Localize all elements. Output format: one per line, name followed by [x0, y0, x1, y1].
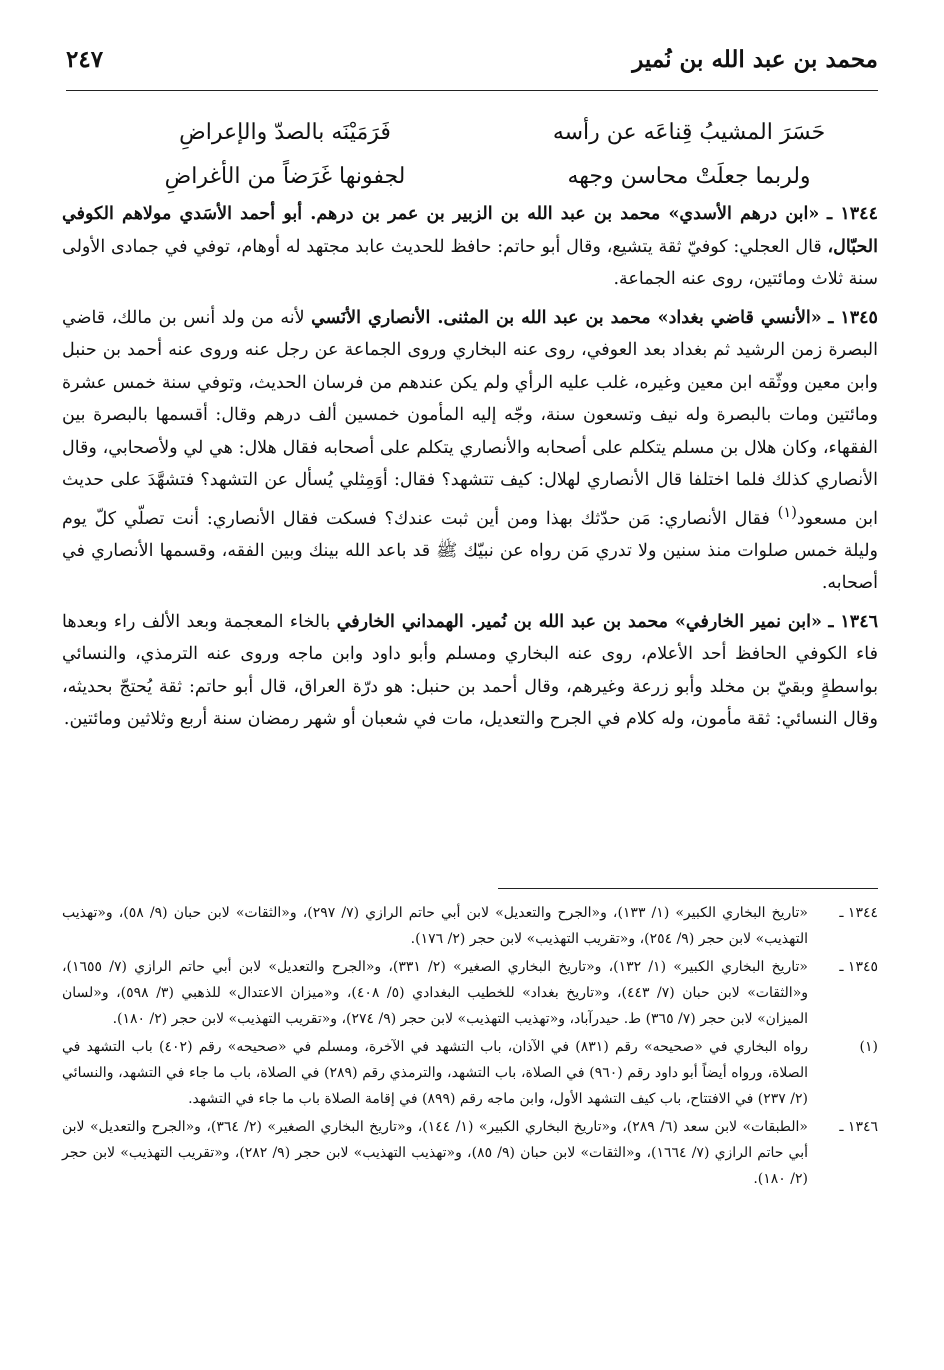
- footnote-key: ١٣٤٦ ـ: [839, 1119, 878, 1135]
- footnote-marker[interactable]: (١): [777, 503, 797, 521]
- verse-hemistich: حَسَرَ المشيبُ قِناعَه عن رأسه: [552, 119, 826, 145]
- footnote-key: ١٣٤٤ ـ: [839, 905, 878, 921]
- entry-text: قال العجلي: كوفيّ ثقة يتشيع، وقال أبو حاتم: حافظ للحديث عابد مجتهد له أوهام، توفي في جمادى الأولى سنة ثلاث ومائتين، روى عنه الجماعة.: [62, 236, 878, 289]
- footnote-text: «تاريخ البخاري الكبير» (١/ ١٣٢)، و«تاريخ البخاري الصغير» (٢/ ٣٣١)، و«الجرح والتعديل» لابن أبي حاتم الرازي (٧/ ١٦٥٥)، و«الثقات» لابن حبان (٧/ ٤٤٣)، و«تاريخ بغداد» للخطيب البغدادي (٥/ ٤٠٨)، و«ميزان الاعتدال» للذهبي (٣/ ٥٩٨)، و«لسان الميزان» لابن حجر (٧/ ٣٦٥) ط. حيدرآباد، و«تهذيب التهذيب» لابن حجر (٩/ ٢٧٤)، و«تقريب التهذيب» لابن حجر (٢/ ١٨٠).: [62, 959, 809, 1027]
- header-rule: [66, 90, 878, 91]
- verse-hemistich: ولربما جعلَتْ محاسن وجهه: [567, 163, 811, 189]
- entry-text: بالخاء المعجمة وبعد الألف راء وبعدها فاء الكوفي الحافظ أحد الأعلام، روى عنه البخاري ومسلم وأبو داود وابن ماجه وروى عنه الترمذي، والنسائي بواسطةٍ وبقيّ بن مخلد وأبو زرعة وغيرهم، وقال أحمد بن حنبل: هو درّة العراق، قال أبو حاتم: ثقة يُحتجّ بحديثه، وقال النسائي: ثقة مأمون، وله كلام في الجرح والتعديل، مات في شعبان أو شهر رمضان سنة أربع وثلاثين ومائتين.: [62, 611, 878, 730]
- entry-text-continued: فقال الأنصاري: مَن حدّثك بهذا ومن أين ثبت عندك؟ فسكت فقال الأنصاري: أنت تصلّي كلّ يوم وليلة خمس صلوات منذ سنين ولا تدري مَن رواه عن نبيّك ﷺ قد باعد الله بينك وبين الفقه، وقسمها الأنصاري في أصحابه.: [62, 508, 878, 594]
- entry-text: لأنه من ولد أنس بن مالك، قاضي البصرة زمن الرشيد ثم بغداد بعد العوفي، روى عنه البخاري وروى الجماعة عن رجل عنه وروى عنه أحمد بن حنبل وابن معين ووثّقه ابن معين وغيره، غلب عليه الرأي ولم يكن عندهم من فرسان الحديث، وتوفي سنة خمس عشرة ومائتين ومات بالبصرة وله نيف وتسعون سنة، وجّه إليه المأمون خمسين ألف درهم وقال: أقسمها بالبصرة بين الفقهاء، وكان هلال بن مسلم يتكلم على أصحابه والأنصاري يتكلم على أصحابه فقال هلال: هي لي ولأصحابي، وقال الأنصاري كذلك فلما اختلفا قال الأنصاري لهلال: كيف تتشهد؟ فقال: أوَمِثلي يُسأل عن التشهد؟ فتشهَّدَ على حديث ابن مسعود: [62, 307, 878, 529]
- footnote-item: [62, 1114, 878, 1192]
- verse-line: [100, 154, 874, 198]
- poem-verses: [100, 110, 874, 198]
- entry-heading: «ابن درهم الأسدي» محمد بن عبد الله بن الزبير بن عمر بن درهم. أبو أحمد الأسَدي مولاهم الكوفي الحبّال،: [62, 204, 878, 257]
- page-number: ٢٤٧: [66, 46, 104, 73]
- main-text: [62, 198, 878, 742]
- entry-number: ١٣٤٦ ـ: [828, 611, 879, 632]
- running-header: [66, 40, 878, 86]
- footnote-item: [62, 954, 878, 1032]
- footnote-key: (١): [859, 1039, 878, 1055]
- footnote-text: «تاريخ البخاري الكبير» (١/ ١٣٣)، و«الجرح والتعديل» لابن أبي حاتم الرازي (٧/ ٢٩٧)، و«الثقات» لابن حبان (٩/ ٥٨)، و«تهذيب التهذيب» لابن حجر (٩/ ٢٥٤)، و«تقريب التهذيب» لابن حجر (٢/ ١٧٦).: [62, 905, 808, 947]
- entry-1345: [62, 302, 878, 600]
- footnote-text: رواه البخاري في «صحيحه» رقم (٨٣١) في الآذان، باب التشهد في الآخرة، ومسلم في «صحيحه» رقم (٤٠٢) باب التشهد في الصلاة، ورواه أيضاً أبو داود رقم (٩٦٠) في الصلاة، باب التشهد، والترمذي رقم (٢٨٩) في الصلاة، باب ما جاء في التشهد، والنسائي (٢/ ٢٣٧) في الافتتاح، باب كيف التشهد الأول، وابن ماجه رقم (٨٩٩) في إقامة الصلاة باب ما جاء في التشهد.: [62, 1039, 809, 1107]
- running-title: محمد بن عبد الله بن نُمير: [632, 46, 878, 73]
- verse-hemistich: لجفونها غَرَضاً من الأغراضِ: [164, 163, 406, 189]
- footnote-key: ١٣٤٥ ـ: [839, 959, 878, 975]
- entry-1344: [62, 198, 878, 296]
- footnote-item: [62, 900, 878, 952]
- entry-heading: «الأنسي قاضي بغداد» محمد بن عبد الله بن المثنى. الأنصاري الأنَسي: [311, 307, 822, 328]
- entry-1346: [62, 606, 878, 736]
- entry-number: ١٣٤٤ ـ: [827, 204, 878, 224]
- entry-number: ١٣٤٥ ـ: [828, 307, 878, 328]
- footnote-item: [62, 1034, 878, 1112]
- footnotes: [62, 900, 878, 1194]
- footnote-text: «الطبقات» لابن سعد (٦/ ٢٨٩)، و«تاريخ البخاري الكبير» (١/ ١٤٤)، و«تاريخ البخاري الصغير» (٢/ ٣٦٤)، و«الجرح والتعديل» لابن أبي حاتم الرازي (٧/ ١٦٦٤)، و«الثقات» لابن حبان (٩/ ٨٥)، و«تهذيب التهذيب» لابن حجر (٩/ ٢٨٢)، و«تقريب التهذيب» لابن حجر (٢/ ١٨٠).: [62, 1119, 809, 1187]
- verse-hemistich: فَرَمَيْنَه بالصدّ والإعراضِ: [179, 119, 391, 145]
- entry-heading: «ابن نمير الخارفي» محمد بن عبد الله بن نُمير. الهمداني الخارفي: [336, 611, 822, 632]
- footnote-rule: [498, 888, 878, 889]
- verse-line: [100, 110, 874, 154]
